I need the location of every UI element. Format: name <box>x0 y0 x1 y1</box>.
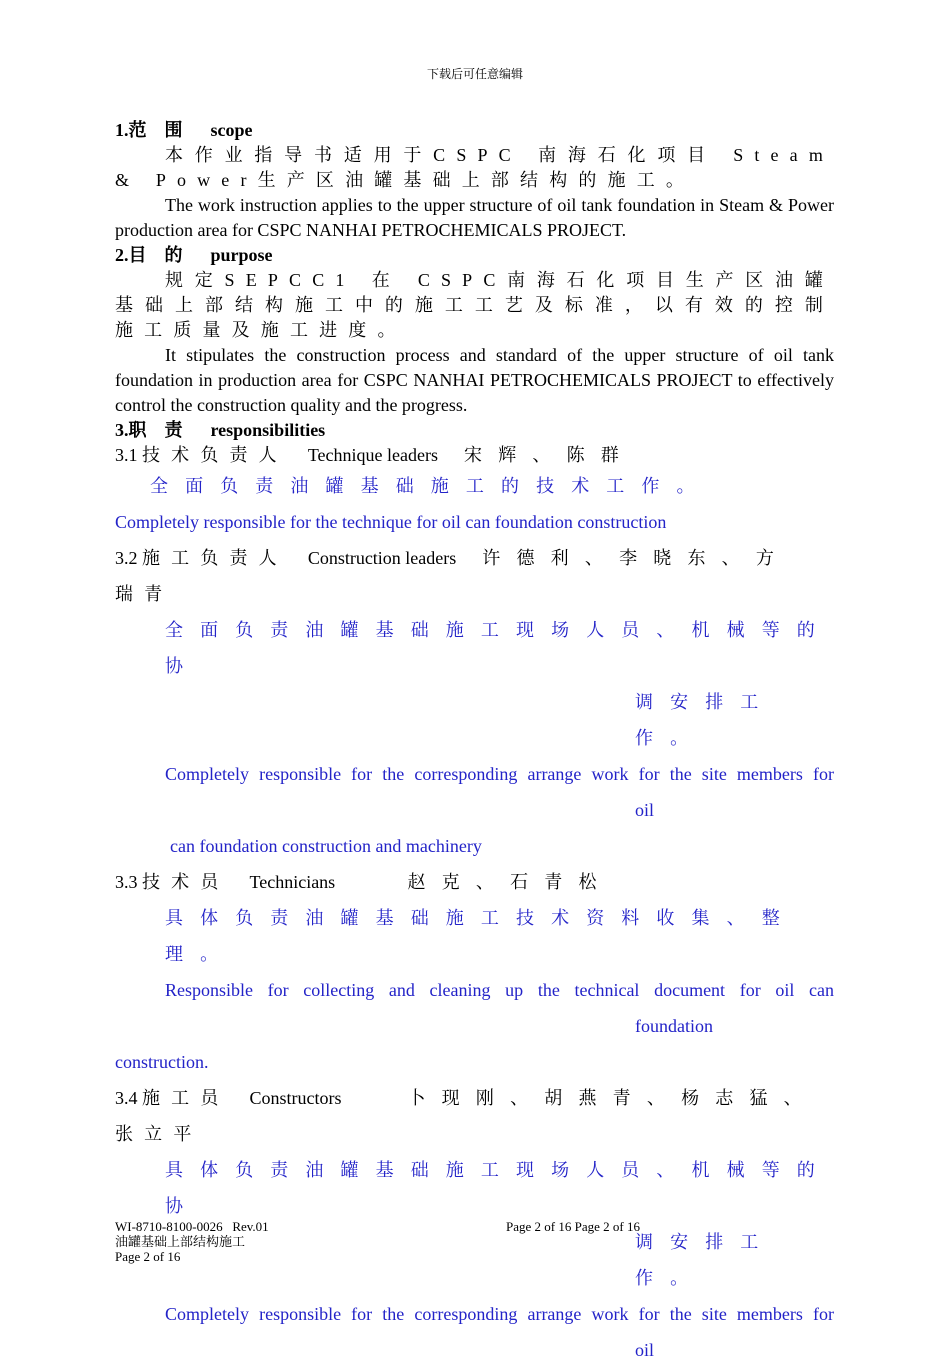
role-duty-en: Completely responsible for the corresponding arrange work for the site members for <box>165 1304 834 1324</box>
role-duty-en: Completely responsible for the corresponding arrange work for the site members for <box>165 764 834 784</box>
role-duty-cn: 具体负责油罐基础施工技术资料收集、整理。 <box>165 908 797 964</box>
role-names: 许德利、李晓东、方 <box>482 548 791 568</box>
role-label-en: Technicians <box>249 872 336 892</box>
role-duty-en-tail: oil <box>635 800 655 820</box>
footer-page-number: Page 2 of 16 <box>115 1249 181 1264</box>
role-technicians <box>115 864 834 900</box>
role-duty-cn: 全面负责油罐基础施工现场人员、机械等的协 <box>165 620 832 676</box>
role-names: 宋辉、陈群 <box>464 445 635 465</box>
role-duty-cn-tail: 调安排工作。 <box>635 692 776 748</box>
section-number: 2.目 的 <box>115 245 183 265</box>
role-label-en: Technique leaders <box>307 445 438 465</box>
section-title-en: purpose <box>210 245 273 265</box>
purpose-text-en: It stipulates the construction process and standard of the upper structure of oil tank foundation in production area for CSPC NANHAI PETROCHEMICALS PROJECT to effectively control the construction quality and the progress. <box>115 345 834 415</box>
role-duty-cn-tail: 调安排工作。 <box>635 1232 776 1288</box>
role-label-en: Construction leaders <box>307 548 457 568</box>
role-duty-en-tail: foundation <box>635 1016 713 1036</box>
purpose-text-cn: 规定SEPCC1 在 CSPC南海石化项目生产区油罐基础上部结构施工中的施工工艺及标准，以有效的控制施工质量及施工进度。 <box>115 270 834 340</box>
role-duty-en-cont: construction. <box>115 1052 209 1072</box>
role-technique-leaders <box>115 443 834 468</box>
section-title-en: scope <box>210 120 253 140</box>
role-number: 3.3 <box>115 872 138 892</box>
role-label-cn: 施工员 <box>142 1088 230 1108</box>
page-footer <box>115 1219 269 1264</box>
footer-page-counter: Page 2 of 16 Page 2 of 16 <box>506 1219 640 1234</box>
role-names-cont: 瑞青 <box>115 584 174 604</box>
role-label-en: Constructors <box>249 1088 342 1108</box>
section-heading-responsibilities <box>115 418 834 443</box>
section-number: 3.职 责 <box>115 420 183 440</box>
document-body <box>115 118 834 1368</box>
role-duty-en: Responsible for collecting and cleaning up the technical document for oil can <box>165 980 834 1000</box>
role-duty-en: Completely responsible for the technique for oil can foundation construction <box>115 512 667 532</box>
role-names: 卜现刚、胡燕青、杨志猛、 <box>407 1088 818 1108</box>
footer-doc-title: 油罐基础上部结构施工 <box>115 1234 246 1249</box>
footer-doc-number: WI-8710-8100-0026 Rev.01 <box>115 1219 269 1234</box>
role-number: 3.4 <box>115 1088 138 1108</box>
role-duty-cn: 具体负责油罐基础施工现场人员、机械等的协 <box>165 1160 832 1216</box>
scope-text-en: The work instruction applies to the upper structure of oil tank foundation in Steam & Power production area for CSPC NANHAI PETROCHEMICALS PROJECT. <box>115 195 834 240</box>
role-construction-leaders <box>115 540 834 576</box>
role-duty-en-cont: can foundation construction and machinery <box>170 836 482 856</box>
scope-text-cn: 本作业指导书适用于CSPC 南海石化项目 Steam & Power生产区油罐基础上部结构的施工。 <box>115 145 834 190</box>
role-label-cn: 技术负责人 <box>142 445 288 465</box>
page-header-note: 下载后可任意编辑 <box>426 67 523 81</box>
role-number: 3.2 <box>115 548 138 568</box>
section-title-en: responsibilities <box>210 420 326 440</box>
role-names: 赵克、石青松 <box>407 872 613 892</box>
role-number: 3.1 <box>115 445 138 465</box>
section-number: 1.范 围 <box>115 120 183 140</box>
role-constructors <box>115 1080 834 1116</box>
role-label-cn: 技术员 <box>142 872 230 892</box>
section-heading-scope <box>115 118 834 143</box>
role-label-cn: 施工负责人 <box>142 548 288 568</box>
role-duty-en-tail: oil <box>635 1340 655 1360</box>
section-heading-purpose <box>115 243 834 268</box>
role-duty-cn: 全面负责油罐基础施工的技术工作。 <box>150 476 712 496</box>
role-names-cont: 张立平 <box>115 1124 203 1144</box>
